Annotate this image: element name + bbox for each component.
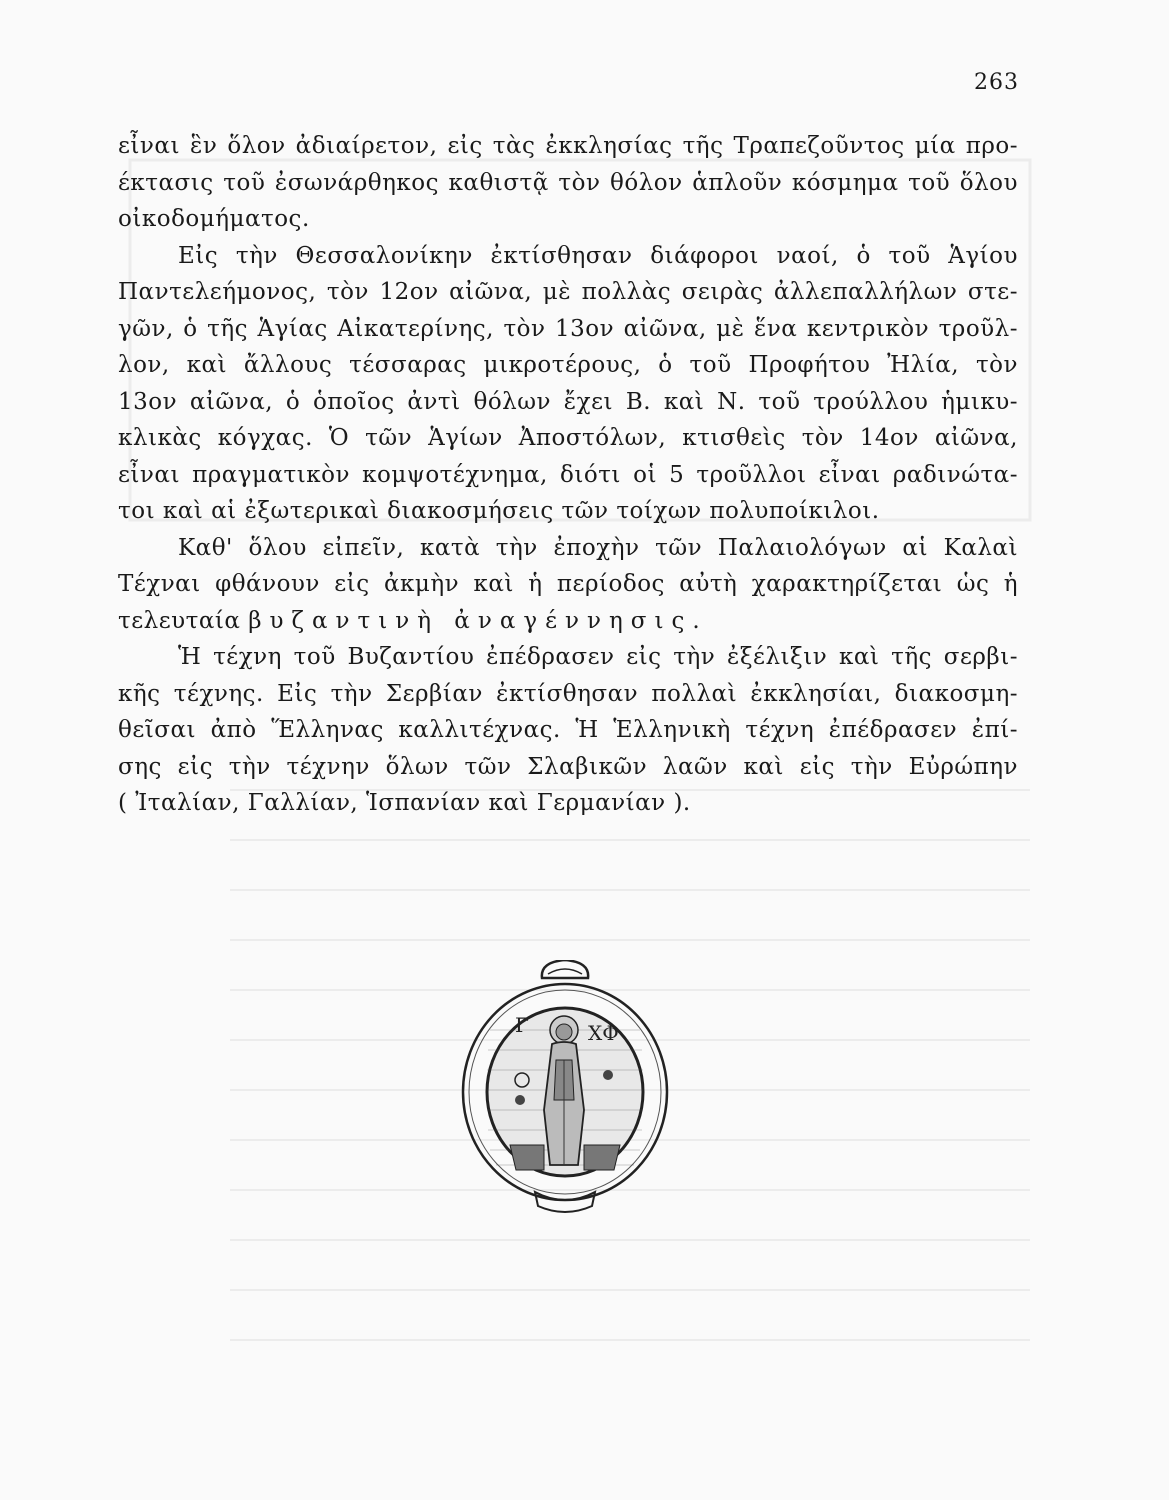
text-line: θεῖσαι ἀπὸ Ἕλληνας καλλιτέχνας. Ἡ Ἑλληνικὴ τέχνη ἐπέδρασεν ἐπί- <box>118 717 1018 743</box>
text-line: κλικὰς κόγχας. Ὁ τῶν Ἁγίων Ἀποστόλων, κτισθεὶς τὸν 14ον αἰῶνα, <box>118 425 1018 451</box>
text-line: Ἡ τέχνη τοῦ Βυζαντίου ἐπέδρασεν εἰς τὴν ἐξέλιξιν καὶ τῆς σερβι- <box>178 644 1018 670</box>
text-line: εἶναι ἓν ὅλον ἀδιαίρετον, εἰς τὰς ἐκκλησίας τῆς Τραπεζοῦντος μία προ- <box>118 133 1018 159</box>
text-line: γῶν, ὁ τῆς Ἁγίας Αἰκατερίνης, τὸν 13ον αἰῶνα, μὲ ἕνα κεντρικὸν τροῦλ- <box>118 315 1018 342</box>
text-line: έκτασις τοῦ ἐσωνάρθηκος καθιστᾷ τὸν θόλον ἁπλοῦν κόσμημα τοῦ ὅλου <box>118 169 1018 196</box>
text-line: σης εἰς τὴν τέχνην ὅλων τῶν Σλαβικῶν λαῶν καὶ εἰς τὴν Εὐρώπην <box>118 753 1018 780</box>
text-line: Παντελεήμονος, τὸν 12ον αἰῶνα, μὲ πολλὰς σειρὰς ἀλλεπαλλήλων στε- <box>118 279 1018 305</box>
text-line: οἰκοδομήματος. <box>118 206 310 232</box>
text-line: εἶναι πραγματικὸν κομψοτέχνημα, διότι οἱ 5 τροῦλλοι εἶναι ραδινώτα- <box>118 461 1018 488</box>
medallion-inscription-right: ΧΦ <box>588 1021 619 1045</box>
body-text <box>118 128 1018 822</box>
medallion-inscription-left: Γ <box>515 1013 529 1037</box>
text-line <box>118 603 1018 640</box>
text-line: ( Ἰταλίαν, Γαλλίαν, Ἱσπανίαν καὶ Γερμανίαν ). <box>118 790 691 816</box>
text-line: Καθ' ὅλου εἰπεῖν, κατὰ τὴν ἐποχὴν τῶν Παλαιολόγων αἱ Καλαὶ <box>178 534 1018 561</box>
text-line: κῆς τέχνης. Εἰς τὴν Σερβίαν ἐκτίσθησαν πολλαὶ ἐκκλησίαι, διακοσμη- <box>118 680 1018 707</box>
text-line: Τέχναι φθάνουν εἰς ἀκμὴν καὶ ἡ περίοδος αὐτὴ χαρακτηρίζεται ὡς ἡ <box>118 571 1018 597</box>
text-line: Εἰς τὴν Θεσσαλονίκην ἐκτίσθησαν διάφοροι ναοί, ὁ τοῦ Ἁγίου <box>178 242 1018 269</box>
text-line: τοι καὶ αἱ ἐξωτερικαὶ διακοσμήσεις τῶν τοίχων πολυποίκιλοι. <box>118 498 880 524</box>
page-number: 263 <box>974 70 1019 95</box>
text-line: λον, καὶ ἄλλους τέσσαρας μικροτέρους, ὁ τοῦ Προφήτου Ἠλία, τὸν <box>118 352 1018 378</box>
spaced-emphasis: βυζαντινὴ ἀναγέννησις <box>248 607 693 634</box>
text-line: 13ον αἰῶνα, ὁ ὁποῖος ἀντὶ θόλων ἔχει Β. καὶ Ν. τοῦ τρούλλου ἡμικυ- <box>118 388 1018 415</box>
byzantine-medallion-illustration <box>460 960 670 1225</box>
text-fragment: . <box>692 607 701 634</box>
text-fragment: τελευταία <box>118 607 249 634</box>
